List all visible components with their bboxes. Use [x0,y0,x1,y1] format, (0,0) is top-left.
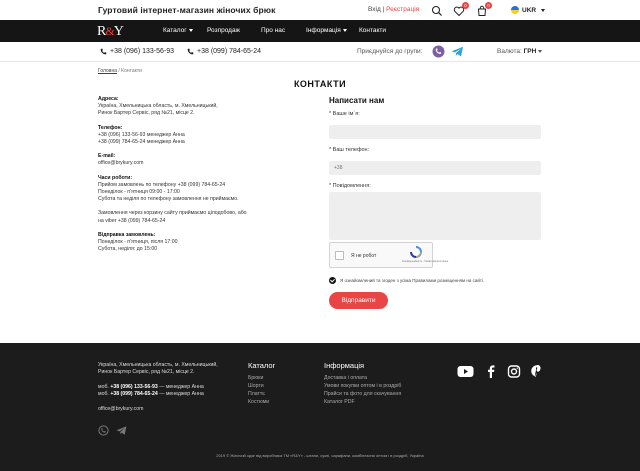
auth-links [368,6,419,13]
footer-link[interactable]: Прайси та фото для скачування [324,391,402,397]
logo-letter-r: R [97,24,106,39]
nav-item-about[interactable] [261,27,285,34]
footer-link[interactable]: Костюми [248,399,270,405]
breadcrumb-current: Контакти [121,68,142,74]
contact-info [98,96,298,260]
address-label: Адреса: [98,96,119,102]
header-phone-2-text: +38 (099) 784-65-24 [197,48,262,55]
footer-link[interactable]: Платтє [248,391,265,397]
currency-label: Валюта: [497,48,522,55]
orders-block [98,210,298,224]
phone-block [98,125,298,147]
nav-item-information[interactable] [306,27,347,34]
cart-icon[interactable] [476,4,488,16]
chevron-down-icon [343,29,347,32]
breadcrumb-home[interactable]: Головна [98,68,117,74]
footer-link[interactable]: Брюки [248,375,264,381]
footer-telegram-icon[interactable] [116,423,127,434]
contact-form [329,96,541,249]
header-phone-1-text: +38 (096) 133-56-93 [110,48,175,55]
agree-checkbox[interactable] [329,277,336,284]
footer-viber-icon[interactable] [98,423,109,434]
language-selector[interactable] [511,6,545,14]
footer-link[interactable]: Доставка і оплата [324,375,368,381]
phone-icon [100,48,107,55]
chevron-down-icon [541,9,545,12]
shipping-label: Відправка замовлень: [98,231,156,238]
breadcrumb [98,68,142,74]
instagram-icon[interactable] [506,363,522,379]
footer-link[interactable]: Каталог PDF [324,399,355,405]
phone-field-label: * Ваш телефон: [329,147,370,153]
footer-info-column [324,361,401,406]
name-input[interactable] [329,125,541,139]
login-link[interactable]: Вхід [368,6,381,13]
hours-line: Субота та неділя по телефону замовлення не приймаємо. [98,196,239,203]
header-phone-1[interactable] [100,48,174,55]
ukraine-flag-icon [511,6,519,14]
viber-icon[interactable] [432,45,445,58]
site-title: Гуртовий інтернет-магазин жіночих брюк [98,5,276,15]
shipping-line: Понеділок - п'ятниця, після 17:00 [98,239,178,246]
email-block [98,153,298,167]
facebook-icon[interactable] [483,363,499,379]
nav-item-contacts[interactable] [359,27,386,34]
register-link[interactable]: Реєстрація [386,6,420,13]
shipping-block [98,232,298,254]
footer-phone-suffix: — менеджер Анна [157,391,204,398]
footer-link[interactable]: Шорти [248,383,264,389]
shipping-line: Субота, неділя: до 15:00 [98,246,158,253]
agree-label: Я ознайомлений та згоден з усіма Правилами розміщенням на сайті. [340,278,485,283]
nav-item-catalog[interactable] [163,27,193,34]
auth-separator: | [382,6,385,13]
orders-line: на viber +38 (099) 784-65-24 [98,217,166,224]
email-label: E-mail: [98,153,116,160]
copyright: 2019 © Жіночий одяг від виробника ТМ «R&Y» - штани, сукні, сарафани, комбінезони оптом і в роздріб, Україна [216,453,424,458]
currency-value: ГРН [523,48,537,55]
language-label: UKR [522,6,537,14]
hours-line: Прийом замовлень по телефону +38 (099) 784-65-24 [98,181,226,188]
footer-address [98,362,258,377]
form-title: Написати нам [329,96,385,105]
phone-label: Телефон: [98,124,123,131]
cart-count-badge: 0 [485,2,492,9]
hours-label: Часи роботи: [98,174,133,181]
recaptcha-footer[interactable]: Конфіденційність - Умови використання [402,260,449,263]
footer-address-line: Україна, Хмельницька область, м. Хмельницький, [98,362,218,368]
page-title: КОНТАКТИ [293,79,347,89]
wishlist-heart-icon[interactable] [453,4,465,16]
header-phone-2[interactable] [187,48,261,55]
logo[interactable] [97,22,125,40]
message-label: * Повідомлення: [329,183,371,189]
email-link[interactable]: office@brykury.com [98,160,144,167]
recaptcha-checkbox[interactable] [335,251,344,260]
hours-block [98,175,298,204]
footer [0,343,640,471]
phone-input[interactable] [329,161,541,175]
footer-phone-number: +38 (099) 784-65-24 [110,391,158,398]
footer-phone-1[interactable] [98,384,204,391]
footer-info-title: Інформація [324,361,365,370]
footer-phones [98,384,204,399]
nav-item-label: Розпродаж [207,27,240,34]
logo-ampersand: & [105,24,114,38]
address-line: Ринок Бартер Сервіс, ряд №21, місце 2. [98,110,195,117]
footer-link[interactable]: Умови покупки оптом і в роздріб [324,383,402,389]
footer-address-line: Ринок Бартер Сервіс, ряд №21, місце 2. [98,369,195,376]
wishlist-count-badge: 0 [462,2,469,9]
nav-item-label: Каталог [163,27,187,34]
phone-line[interactable]: +38 (096) 133-56-93 менеджер Анна [98,131,185,138]
footer-phone-2[interactable] [98,391,204,398]
footer-email[interactable]: office@brykury.com [98,406,144,412]
footer-phone-suffix: — менеджер Анна [157,384,204,390]
orders-line: Замовлення через корзину сайту приймаємо цілодобово, або [98,210,247,217]
main-nav [0,20,640,42]
phone-icon [187,48,194,55]
phone-line[interactable]: +38 (099) 784-65-24 менеджер Анна [98,139,185,146]
chevron-down-icon [538,50,542,53]
chevron-down-icon [189,29,193,32]
footer-catalog-title: Каталог [248,361,276,370]
pinterest-icon[interactable] [529,363,545,379]
contact-bar [0,42,640,62]
breadcrumb-separator: / [118,68,120,74]
nav-item-label: Інформація [306,27,341,34]
submit-button[interactable]: Відправити [329,292,388,309]
nav-item-sale[interactable] [207,27,240,34]
footer-catalog-column [248,361,275,406]
recaptcha-logo-icon [409,246,423,258]
recaptcha-label: Я не робот [351,253,377,259]
search-icon[interactable] [431,4,443,16]
address-block [98,96,298,118]
agree-checkbox-row[interactable] [329,277,484,284]
message-textarea[interactable] [329,192,541,240]
recaptcha-widget [329,242,449,268]
logo-letter-y: Y [113,24,123,39]
nav-item-label: Про нас [261,27,286,34]
top-bar [0,0,640,20]
name-label: * Ваше ім`я: [329,111,360,117]
footer-phone-prefix: моб. [98,391,111,398]
join-group-label: Приєднуйся до групи: [357,48,423,55]
youtube-icon[interactable] [457,363,473,379]
hours-line: Понеділок - п'ятниця 09:00 - 17:00 [98,189,180,196]
footer-phone-number: +38 (096) 133-56-93 [110,384,158,390]
footer-phone-prefix: моб. [98,384,111,390]
currency-selector[interactable] [497,48,542,55]
address-line: Україна, Хмельницька область, м. Хмельницький, [98,103,218,110]
nav-item-label: Контакти [359,27,387,34]
telegram-icon[interactable] [451,45,464,58]
